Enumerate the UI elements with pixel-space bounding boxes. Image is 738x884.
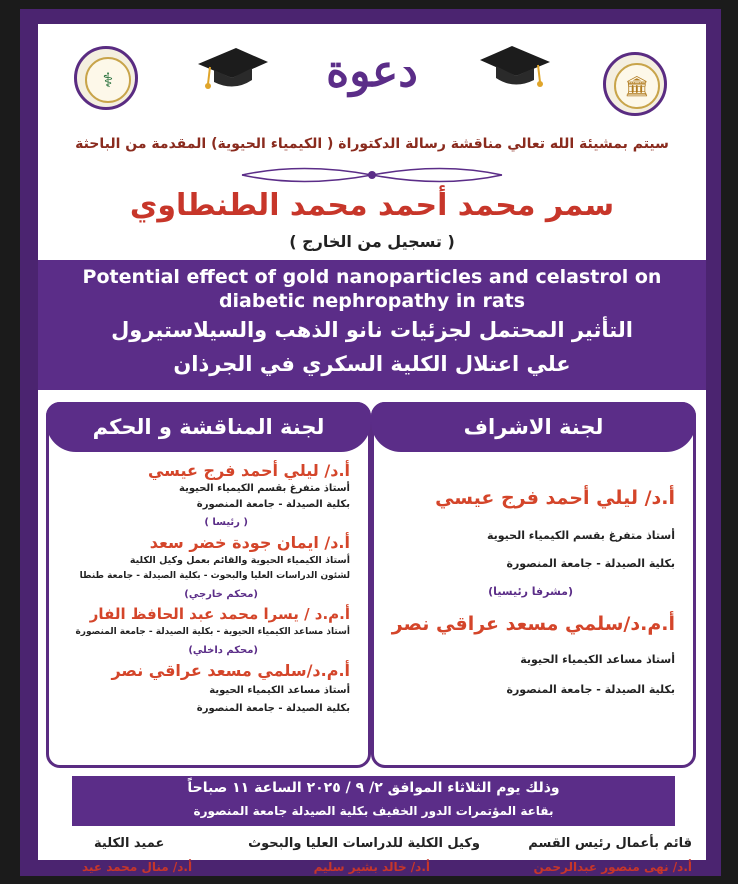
thesis-title-en-line1: Potential effect of gold nanoparticles and celastrol on (82, 266, 662, 288)
judge-3-line1: أستاذ مساعد الكيمياء الحيوية - بكلية الصيدلة - جامعة المنصورة (75, 627, 350, 637)
signature-title-vice-dean: وكيل الكلية للدراسات العليا والبحوث (248, 836, 480, 851)
judge-3-name: أ.م.د / يسرا محمد عبد الحافظ الفار (89, 605, 350, 623)
judge-2-name: أ.د/ ايمان جودة خضر سعد (149, 533, 350, 552)
registration-note: ( تسجيل من الخارج ) (289, 232, 455, 251)
schedule-venue: بقاعة المؤتمرات الدور الخفيف بكلية الصيدلة جامعة المنصورة (193, 804, 554, 818)
judge-1-line2: بكلية الصيدلة - جامعة المنصورة (196, 499, 350, 510)
supervisor-1-line2: بكلية الصيدلة - جامعة المنصورة (506, 557, 675, 570)
thesis-title-band (38, 260, 706, 390)
thesis-title-ar-line1: التأثير المحتمل لجزئيات نانو الذهب والسيلاستيرول (111, 318, 633, 342)
judge-3-role: (محكم داخلي) (188, 645, 258, 656)
invitation-card (38, 24, 706, 874)
intro-text: سيتم بمشيئة الله تعالي مناقشة رسالة الدكتوراة ( الكيمياء الحيوية) المقدمة من الباحثة (75, 136, 669, 152)
signature-name-dean: أ.د/ منال محمد عيد (82, 860, 193, 874)
supervisor-1-line1: أستاذ متفرغ بقسم الكيمياء الحيوية (486, 529, 675, 542)
judge-1-name: أ.د/ ليلي أحمد فرج عيسي (147, 461, 350, 480)
judge-1-line1: أستاذ متفرغ بقسم الكيمياء الحيوية (179, 483, 350, 494)
thesis-title-en-line2: diabetic nephropathy in rats (218, 290, 526, 312)
signature-name-vice-dean: أ.د/ خالد بشير سليم (313, 860, 430, 874)
signature-title-dean: عميد الكلية (94, 836, 165, 851)
judge-4-name: أ.م.د/سلمي مسعد عراقي نصر (111, 661, 350, 680)
judge-1-role: ( رئيسا ) (204, 517, 248, 528)
judging-title: لجنة المناقشة و الحكم (46, 402, 371, 452)
judge-2-role: (محكم خارجي) (184, 589, 258, 600)
judge-4-line2: بكلية الصيدلة - جامعة المنصورة (196, 703, 350, 714)
researcher-name: سمر محمد أحمد محمد الطنطاوي (129, 188, 615, 223)
mansoura-university-logo: 🏛 (603, 52, 667, 116)
invitation-heading: دعوة (326, 46, 418, 97)
supervisor-2-line2: بكلية الصيدلة - جامعة المنصورة (506, 683, 675, 696)
supervision-title: لجنة الاشراف (371, 402, 696, 452)
schedule-date: وذلك يوم الثلاثاء الموافق ٢/ ٩ / ٢٠٢٥ الساعة ١١ صباحاً (187, 780, 560, 796)
supervisor-1-name: أ.د/ ليلي أحمد فرج عيسي (435, 487, 675, 509)
judging-committee (46, 402, 371, 768)
ornament-divider (232, 164, 512, 186)
faculty-of-pharmacy-logo: ⚕ (74, 46, 138, 110)
schedule-band (72, 776, 675, 826)
judge-2-line1: أستاذ الكيمياء الحيوية والقائم بعمل وكيل الكلية (129, 555, 350, 566)
signature-title-dept-head: قائم بأعمال رئيس القسم (528, 836, 692, 851)
judge-4-line1: أستاذ مساعد الكيمياء الحيوية (209, 685, 350, 696)
supervisor-2-name: أ.م.د/سلمي مسعد عراقي نصر (391, 613, 675, 635)
supervisor-1-role: (مشرفا رئيسيا) (488, 585, 573, 598)
signature-name-dept-head: أ.د/ نهى منصور عبدالرحمن (533, 860, 692, 874)
supervisor-2-line1: أستاذ مساعد الكيمياء الحيوية (520, 653, 675, 666)
supervision-committee (371, 402, 696, 768)
thesis-title-ar-line2: علي اعتلال الكلية السكري في الجرذان (173, 352, 571, 376)
judge-2-line2: لشئون الدراسات العليا والبحوث - بكلية الصيدلة - جامعة طنطا (79, 571, 350, 581)
